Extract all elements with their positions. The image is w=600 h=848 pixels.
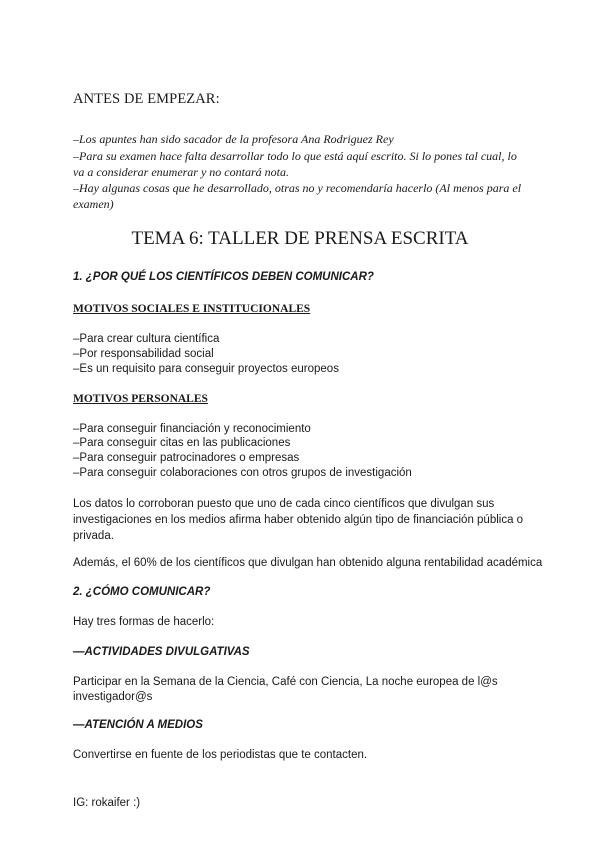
activities-heading: —ACTIVIDADES DIVULGATIVAS	[73, 646, 250, 658]
intro-line: –Para su examen hace falta desarrollar todo lo que está aquí escrito. Si lo pones tal cual, lo	[73, 149, 517, 163]
paragraph: Hay tres formas de hacerlo:	[73, 616, 215, 628]
media-heading: —ATENCIÓN A MEDIOS	[73, 719, 203, 731]
list-item: –Para crear cultura científica	[73, 333, 220, 345]
list-item: –Es un requisito para conseguir proyectos europeos	[73, 363, 339, 375]
list-item: –Para conseguir financiación y reconocimiento	[73, 423, 311, 435]
intro-line: va a considerar enumerar y no contará nota.	[73, 165, 289, 179]
list-item: –Para conseguir citas en las publicaciones	[73, 437, 291, 449]
paragraph-line: investigaciones en los medios afirma haber obtenido algún tipo de financiación pública o	[73, 514, 524, 526]
section2-heading: 2. ¿CÓMO COMUNICAR?	[73, 586, 211, 598]
paragraph-line: Los datos lo corroboran puesto que uno de cada cinco científicos que divulgan sus	[73, 498, 495, 510]
list-item: –Para conseguir patrocinadores o empresas	[73, 452, 300, 464]
page-title: TEMA 6: TALLER DE PRENSA ESCRITA	[131, 228, 469, 249]
paragraph: Convertirse en fuente de los periodistas que te contacten.	[73, 749, 368, 761]
intro-line: –Los apuntes han sido sacador de la profesora Ana Rodriguez Rey	[73, 132, 394, 146]
section1-heading: 1. ¿POR QUÉ LOS CIENTÍFICOS DEBEN COMUNICAR?	[73, 271, 374, 283]
social-motives-heading: MOTIVOS SOCIALES E INSTITUCIONALES	[73, 303, 311, 315]
paragraph-line: Participar en la Semana de la Ciencia, Café con Ciencia, La noche europea de l@s	[73, 676, 498, 688]
paragraph-line: privada.	[73, 530, 114, 542]
footer-note: IG: rokaifer :)	[73, 797, 141, 809]
intro-title: ANTES DE EMPEZAR:	[73, 91, 220, 107]
list-item: –Para conseguir colaboraciones con otros grupos de investigación	[73, 467, 412, 479]
intro-line: examen)	[73, 197, 114, 211]
paragraph-line: investigador@s	[73, 691, 153, 703]
paragraph: Además, el 60% de los científicos que divulgan han obtenido alguna rentabilidad académica	[73, 557, 543, 569]
personal-motives-heading: MOTIVOS PERSONALES	[73, 393, 208, 405]
list-item: –Por responsabilidad social	[73, 348, 214, 360]
intro-line: –Hay algunas cosas que he desarrollado, otras no y recomendaría hacerlo (Al menos para el	[73, 181, 522, 195]
